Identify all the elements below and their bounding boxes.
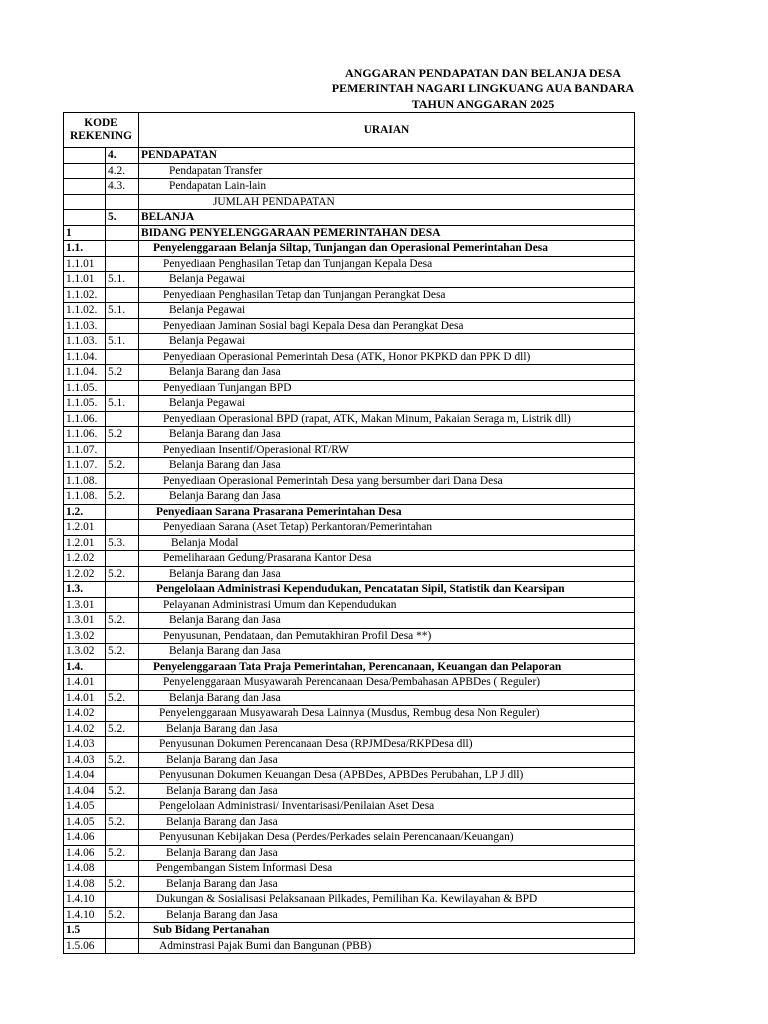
table-row (64, 535, 635, 551)
kode-cell (64, 148, 106, 164)
sub-kode-cell: 5. (106, 210, 139, 226)
sub-kode-cell: 5.1. (106, 396, 139, 412)
kode-cell: 1.4.01 (64, 675, 106, 691)
sub-kode-cell (106, 799, 139, 815)
sub-kode-cell (106, 241, 139, 257)
sub-kode-cell: 5.2. (106, 721, 139, 737)
table-row (64, 256, 635, 272)
uraian-cell: Belanja Barang dan Jasa (139, 644, 635, 660)
kode-cell: 1.1.08. (64, 489, 106, 505)
kode-cell: 1.5.06 (64, 938, 106, 954)
sub-kode-cell: 5.2. (106, 690, 139, 706)
table-row (64, 365, 635, 381)
table-row (64, 287, 635, 303)
sub-kode-cell (106, 737, 139, 753)
kode-cell (64, 163, 106, 179)
kode-cell: 1.4.03 (64, 737, 106, 753)
sub-kode-cell: 5.2. (106, 458, 139, 474)
table-row (64, 845, 635, 861)
uraian-cell: JUMLAH PENDAPATAN (139, 194, 635, 210)
table-row (64, 380, 635, 396)
table-row (64, 752, 635, 768)
table-row (64, 830, 635, 846)
uraian-cell: Penyelenggaraan Musyawarah Desa Lainnya (Musdus, Rembug desa Non Reguler) (139, 706, 635, 722)
uraian-cell: Belanja Barang dan Jasa (139, 876, 635, 892)
uraian-cell: Penyediaan Penghasilan Tetap dan Tunjangan Kepala Desa (139, 256, 635, 272)
kode-cell: 1.4.05 (64, 799, 106, 815)
kode-cell: 1.4.03 (64, 752, 106, 768)
kode-cell: 1.3.01 (64, 613, 106, 629)
table-row (64, 163, 635, 179)
sub-kode-cell: 5.1. (106, 303, 139, 319)
table-row (64, 303, 635, 319)
kode-cell: 1.2.01 (64, 535, 106, 551)
uraian-cell: Penyediaan Operasional Pemerintah Desa yang bersumber dari Dana Desa (139, 473, 635, 489)
table-row (64, 675, 635, 691)
uraian-cell: Penyediaan Sarana (Aset Tetap) Perkantoran/Pemerintahan (139, 520, 635, 536)
kode-cell: 1.2.02 (64, 551, 106, 567)
sub-kode-cell (106, 597, 139, 613)
kode-cell: 1.2.01 (64, 520, 106, 536)
sub-kode-cell (106, 504, 139, 520)
sub-kode-cell (106, 380, 139, 396)
kode-cell: 1.3. (64, 582, 106, 598)
table-row (64, 458, 635, 474)
uraian-cell: Penyusunan Dokumen Keuangan Desa (APBDes, APBDes Perubahan, LP J dll) (139, 768, 635, 784)
table-row (64, 799, 635, 815)
uraian-cell: Penyusunan Kebijakan Desa (Perdes/Perkades selain Perencanaan/Keuangan) (139, 830, 635, 846)
kode-cell: 1.1.05. (64, 380, 106, 396)
uraian-cell: Penyediaan Penghasilan Tetap dan Tunjangan Perangkat Desa (139, 287, 635, 303)
sub-kode-cell: 5.2. (106, 845, 139, 861)
sub-kode-cell: 5.2 (106, 365, 139, 381)
table-row (64, 349, 635, 365)
document-subtitle-institution: PEMERINTAH NAGARI LINGKUANG AUA BANDARA (331, 81, 635, 95)
sub-kode-cell (106, 442, 139, 458)
uraian-cell: BELANJA (139, 210, 635, 226)
sub-kode-cell (106, 659, 139, 675)
uraian-cell: Belanja Barang dan Jasa (139, 845, 635, 861)
sub-kode-cell: 5.2. (106, 489, 139, 505)
kode-cell: 1.1.06. (64, 427, 106, 443)
uraian-cell: Pengembangan Sistem Informasi Desa (139, 861, 635, 877)
sub-kode-cell (106, 892, 139, 908)
kode-cell: 1.1.01 (64, 256, 106, 272)
uraian-cell: Belanja Barang dan Jasa (139, 814, 635, 830)
kode-cell: 1.4.06 (64, 830, 106, 846)
kode-header-line1: KODE (84, 117, 118, 129)
kode-cell: 1.1.08. (64, 473, 106, 489)
uraian-cell: Penyusunan Dokumen Perencanaan Desa (RPJMDesa/RKPDesa dll) (139, 737, 635, 753)
sub-kode-cell: 5.2. (106, 783, 139, 799)
table-row (64, 814, 635, 830)
kode-cell: 1.4.08 (64, 876, 106, 892)
uraian-cell: Dukungan & Sosialisasi Pelaksanaan Pilkades, Pemilihan Ka. Kewilayahan & BPD (139, 892, 635, 908)
uraian-cell: Belanja Barang dan Jasa (139, 566, 635, 582)
kode-cell: 1.3.02 (64, 628, 106, 644)
uraian-cell: Belanja Modal (139, 535, 635, 551)
uraian-cell: Penyelenggaraan Tata Praja Pemerintahan, Perencanaan, Keuangan dan Pelaporan (139, 659, 635, 675)
sub-kode-cell (106, 520, 139, 536)
kode-cell: 1 (64, 225, 106, 241)
sub-kode-cell (106, 256, 139, 272)
kode-cell: 1.3.02 (64, 644, 106, 660)
kode-cell: 1.4. (64, 659, 106, 675)
kode-cell: 1.1.05. (64, 396, 106, 412)
kode-cell: 1.2. (64, 504, 106, 520)
kode-cell: 1.4.05 (64, 814, 106, 830)
budget-table-header (64, 113, 635, 148)
uraian-cell: Belanja Barang dan Jasa (139, 690, 635, 706)
kode-rekening-header (64, 113, 139, 148)
table-row (64, 690, 635, 706)
uraian-cell: Penyediaan Insentif/Operasional RT/RW (139, 442, 635, 458)
table-row (64, 597, 635, 613)
kode-cell: 1.4.10 (64, 892, 106, 908)
table-row (64, 411, 635, 427)
sub-kode-cell (106, 675, 139, 691)
sub-kode-cell: 5.2. (106, 814, 139, 830)
uraian-cell: Belanja Barang dan Jasa (139, 365, 635, 381)
table-row (64, 892, 635, 908)
sub-kode-cell (106, 194, 139, 210)
uraian-cell: Belanja Barang dan Jasa (139, 427, 635, 443)
uraian-cell: Belanja Barang dan Jasa (139, 489, 635, 505)
uraian-cell: Belanja Barang dan Jasa (139, 907, 635, 923)
sub-kode-cell: 5.2. (106, 876, 139, 892)
document-title: ANGGARAN PENDAPATAN DAN BELANJA DESA (344, 66, 621, 80)
uraian-cell: BIDANG PENYELENGGARAAN PEMERINTAHAN DESA (139, 225, 635, 241)
sub-kode-cell: 5.2. (106, 752, 139, 768)
sub-kode-cell: 5.2. (106, 644, 139, 660)
table-row (64, 520, 635, 536)
kode-cell (64, 210, 106, 226)
table-row (64, 194, 635, 210)
table-row (64, 210, 635, 226)
document-subtitle-year: TAHUN ANGGARAN 2025 (411, 97, 555, 111)
kode-cell: 1.5 (64, 923, 106, 939)
kode-cell: 1.1.03. (64, 318, 106, 334)
uraian-cell: PENDAPATAN (139, 148, 635, 164)
uraian-cell: Penyediaan Operasional Pemerintah Desa (ATK, Honor PKPKD dan PPK D dll) (139, 349, 635, 365)
sub-kode-cell: 5.2. (106, 613, 139, 629)
uraian-cell: Belanja Pegawai (139, 272, 635, 288)
kode-cell: 1.1.02. (64, 303, 106, 319)
kode-cell: 1.4.02 (64, 706, 106, 722)
table-row (64, 783, 635, 799)
table-row (64, 737, 635, 753)
sub-kode-cell (106, 923, 139, 939)
kode-cell: 1.1.02. (64, 287, 106, 303)
budget-table-body (64, 148, 635, 954)
kode-cell: 1.4.01 (64, 690, 106, 706)
uraian-cell: Pendapatan Lain-lain (139, 179, 635, 195)
kode-cell: 1.1.03. (64, 334, 106, 350)
uraian-cell: Belanja Pegawai (139, 334, 635, 350)
sub-kode-cell (106, 768, 139, 784)
table-row (64, 225, 635, 241)
uraian-cell: Penyediaan Operasional BPD (rapat, ATK, Makan Minum, Pakaian Seraga m, Listrik dll) (139, 411, 635, 427)
table-row (64, 613, 635, 629)
uraian-cell: Adminstrasi Pajak Bumi dan Bangunan (PBB) (139, 938, 635, 954)
table-row (64, 334, 635, 350)
table-row (64, 427, 635, 443)
sub-kode-cell: 4. (106, 148, 139, 164)
uraian-cell: Belanja Pegawai (139, 396, 635, 412)
uraian-cell: Belanja Barang dan Jasa (139, 613, 635, 629)
table-row (64, 241, 635, 257)
uraian-cell: Pelayanan Administrasi Umum dan Kependudukan (139, 597, 635, 613)
sub-kode-cell: 4.3. (106, 179, 139, 195)
kode-cell: 1.4.02 (64, 721, 106, 737)
kode-cell: 1.2.02 (64, 566, 106, 582)
sub-kode-cell: 5.2. (106, 907, 139, 923)
uraian-cell: Pengelolaan Administrasi Kependudukan, Pencatatan Sipil, Statistik dan Kearsipan (139, 582, 635, 598)
kode-cell: 1.1.04. (64, 365, 106, 381)
sub-kode-cell (106, 628, 139, 644)
sub-kode-cell (106, 318, 139, 334)
kode-cell: 1.4.04 (64, 768, 106, 784)
budget-table (63, 112, 635, 954)
sub-kode-cell (106, 582, 139, 598)
table-row (64, 923, 635, 939)
table-row (64, 721, 635, 737)
table-row (64, 876, 635, 892)
table-row (64, 504, 635, 520)
sub-kode-cell: 5.2. (106, 566, 139, 582)
kode-cell: 1.4.08 (64, 861, 106, 877)
uraian-cell: Pengelolaan Administrasi/ Inventarisasi/Penilaian Aset Desa (139, 799, 635, 815)
uraian-cell: Belanja Barang dan Jasa (139, 752, 635, 768)
sub-kode-cell: 5.3. (106, 535, 139, 551)
kode-cell: 1.4.10 (64, 907, 106, 923)
table-row (64, 318, 635, 334)
table-row (64, 706, 635, 722)
kode-cell: 1.1. (64, 241, 106, 257)
table-row (64, 489, 635, 505)
kode-cell: 1.3.01 (64, 597, 106, 613)
sub-kode-cell (106, 473, 139, 489)
kode-cell: 1.4.06 (64, 845, 106, 861)
kode-cell (64, 179, 106, 195)
table-row (64, 628, 635, 644)
table-row (64, 659, 635, 675)
kode-cell: 1.1.06. (64, 411, 106, 427)
uraian-cell: Belanja Barang dan Jasa (139, 721, 635, 737)
table-row (64, 768, 635, 784)
uraian-cell: Sub Bidang Pertanahan (139, 923, 635, 939)
table-row (64, 179, 635, 195)
kode-cell: 1.4.04 (64, 783, 106, 799)
kode-cell: 1.1.07. (64, 458, 106, 474)
uraian-cell: Penyelenggaraan Belanja Siltap, Tunjangan dan Operasional Pemerintahan Desa (139, 241, 635, 257)
table-row (64, 551, 635, 567)
kode-cell (64, 194, 106, 210)
sub-kode-cell: 5.2 (106, 427, 139, 443)
table-row (64, 582, 635, 598)
sub-kode-cell (106, 225, 139, 241)
table-row (64, 861, 635, 877)
uraian-cell: Belanja Barang dan Jasa (139, 458, 635, 474)
sub-kode-cell: 5.1. (106, 334, 139, 350)
uraian-cell: Penyediaan Jaminan Sosial bagi Kepala Desa dan Perangkat Desa (139, 318, 635, 334)
sub-kode-cell (106, 411, 139, 427)
table-row (64, 938, 635, 954)
uraian-cell: Belanja Pegawai (139, 303, 635, 319)
sub-kode-cell (106, 830, 139, 846)
uraian-cell: Pemeliharaan Gedung/Prasarana Kantor Desa (139, 551, 635, 567)
table-row (64, 396, 635, 412)
table-row (64, 148, 635, 164)
kode-cell: 1.1.07. (64, 442, 106, 458)
kode-cell: 1.1.04. (64, 349, 106, 365)
sub-kode-cell (106, 287, 139, 303)
table-row (64, 272, 635, 288)
sub-kode-cell (106, 938, 139, 954)
kode-header-line2: REKENING (69, 130, 133, 142)
table-row (64, 644, 635, 660)
table-row (64, 566, 635, 582)
sub-kode-cell (106, 349, 139, 365)
sub-kode-cell (106, 551, 139, 567)
table-row (64, 442, 635, 458)
sub-kode-cell (106, 706, 139, 722)
kode-cell: 1.1.01 (64, 272, 106, 288)
uraian-cell: Penyediaan Tunjangan BPD (139, 380, 635, 396)
table-row (64, 907, 635, 923)
uraian-cell: Penyusunan, Pendataan, dan Pemutakhiran Profil Desa **) (139, 628, 635, 644)
sub-kode-cell: 4.2. (106, 163, 139, 179)
sub-kode-cell (106, 861, 139, 877)
sub-kode-cell: 5.1. (106, 272, 139, 288)
uraian-cell: Penyediaan Sarana Prasarana Pemerintahan Desa (139, 504, 635, 520)
uraian-header: URAIAN (139, 113, 635, 148)
table-row (64, 473, 635, 489)
uraian-cell: Belanja Barang dan Jasa (139, 783, 635, 799)
uraian-cell: Pendapatan Transfer (139, 163, 635, 179)
uraian-cell: Penyelenggaraan Musyawarah Perencanaan Desa/Pembahasan APBDes ( Reguler) (139, 675, 635, 691)
